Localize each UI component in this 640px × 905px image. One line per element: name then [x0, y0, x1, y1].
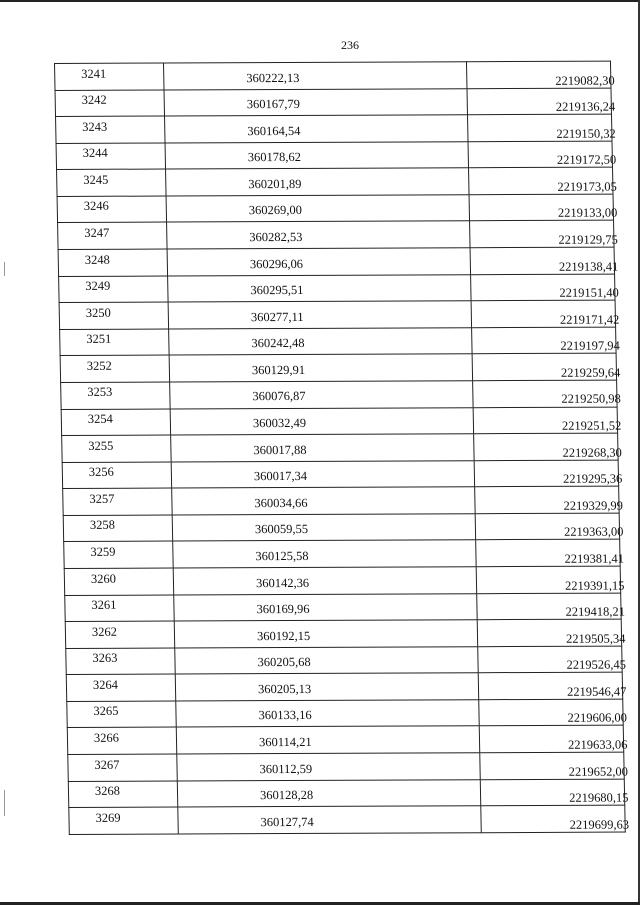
point-number-cell: 3245 [57, 169, 167, 196]
scan-top-edge [0, 0, 640, 2]
y-coordinate-cell: 2219606,00 [479, 699, 623, 726]
x-coordinate-cell: 360017,88 [171, 434, 474, 462]
point-number-cell: 3254 [61, 409, 171, 436]
table-row [61, 407, 617, 436]
x-coordinate-cell: 360169,96 [174, 593, 477, 621]
x-coordinate-cell: 360295,51 [168, 274, 471, 302]
coordinates-table-body [55, 61, 630, 834]
y-coordinate-cell: 2219391,15 [476, 566, 620, 593]
table-row [55, 61, 611, 90]
coordinates-table-wrapper [54, 61, 630, 835]
point-number-cell: 3243 [56, 116, 166, 143]
x-coordinate-cell: 360017,34 [171, 460, 474, 488]
table-row [59, 300, 615, 329]
scan-margin-mark [4, 790, 5, 816]
y-coordinate-cell: 2219136,24 [467, 88, 611, 115]
y-coordinate-cell: 2219251,52 [473, 407, 617, 434]
point-number-cell: 3255 [62, 435, 172, 462]
y-coordinate-cell: 2219171,42 [471, 300, 615, 327]
y-coordinate-cell: 2219129,75 [470, 221, 614, 248]
table-row [69, 805, 625, 834]
x-coordinate-cell: 360242,48 [169, 327, 472, 355]
x-coordinate-cell: 360222,13 [164, 62, 467, 90]
coordinates-table [54, 61, 630, 835]
point-number-cell: 3246 [57, 196, 167, 223]
table-row [63, 486, 619, 515]
table-row [60, 327, 616, 356]
y-coordinate-cell: 2219546,47 [478, 672, 622, 699]
x-coordinate-cell: 360114,21 [176, 726, 479, 754]
x-coordinate-cell: 360277,11 [168, 301, 471, 329]
table-row [55, 88, 611, 117]
table-row [67, 726, 623, 755]
point-number-cell: 3256 [62, 462, 172, 489]
x-coordinate-cell: 360192,15 [174, 620, 477, 648]
y-coordinate-cell: 2219150,32 [467, 114, 611, 141]
table-row [57, 194, 613, 223]
point-number-cell: 3265 [67, 701, 177, 728]
table-row [56, 141, 612, 170]
table-row [66, 672, 622, 701]
point-number-cell: 3257 [63, 488, 173, 515]
x-coordinate-cell: 360059,55 [172, 514, 475, 542]
y-coordinate-cell: 2219526,45 [478, 646, 622, 673]
x-coordinate-cell: 360282,53 [167, 221, 470, 249]
y-coordinate-cell: 2219329,99 [475, 486, 619, 513]
x-coordinate-cell: 360076,87 [170, 381, 473, 409]
x-coordinate-cell: 360127,74 [178, 806, 481, 834]
point-number-cell: 3268 [68, 781, 178, 808]
y-coordinate-cell: 2219082,30 [466, 61, 610, 88]
table-row [59, 274, 615, 303]
table-row [66, 646, 622, 675]
point-number-cell: 3259 [64, 541, 174, 568]
point-number-cell: 3261 [65, 595, 175, 622]
y-coordinate-cell: 2219381,41 [476, 539, 620, 566]
point-number-cell: 3253 [61, 382, 171, 409]
y-coordinate-cell: 2219197,94 [472, 327, 616, 354]
table-row [67, 699, 623, 728]
table-row [62, 433, 618, 462]
x-coordinate-cell: 360112,59 [177, 753, 480, 781]
table-row [65, 593, 621, 622]
y-coordinate-cell: 2219172,50 [468, 141, 612, 168]
x-coordinate-cell: 360034,66 [172, 487, 475, 515]
page-number: 236 [341, 38, 359, 52]
point-number-cell: 3251 [60, 329, 170, 356]
scan-margin-mark [4, 262, 5, 276]
point-number-cell: 3267 [68, 754, 178, 781]
y-coordinate-cell: 2219151,40 [471, 274, 615, 301]
x-coordinate-cell: 360128,28 [177, 779, 480, 807]
point-number-cell: 3252 [60, 355, 170, 382]
y-coordinate-cell: 2219268,30 [474, 433, 618, 460]
point-number-cell: 3269 [69, 807, 179, 834]
point-number-cell: 3266 [67, 727, 177, 754]
y-coordinate-cell: 2219295,36 [474, 460, 618, 487]
table-row [64, 566, 620, 595]
table-row [60, 353, 616, 382]
y-coordinate-cell: 2219133,00 [469, 194, 613, 221]
point-number-cell: 3258 [63, 515, 173, 542]
x-coordinate-cell: 360125,58 [173, 540, 476, 568]
x-coordinate-cell: 360269,00 [166, 195, 469, 223]
point-number-cell: 3260 [64, 568, 174, 595]
x-coordinate-cell: 360129,91 [169, 354, 472, 382]
y-coordinate-cell: 2219138,41 [470, 247, 614, 274]
x-coordinate-cell: 360296,06 [167, 248, 470, 276]
y-coordinate-cell: 2219633,06 [479, 726, 623, 753]
x-coordinate-cell: 360133,16 [176, 700, 479, 728]
x-coordinate-cell: 360142,36 [173, 567, 476, 595]
table-row [57, 167, 613, 196]
point-number-cell: 3249 [59, 276, 169, 303]
y-coordinate-cell: 2219652,00 [480, 752, 624, 779]
table-row [65, 619, 621, 648]
y-coordinate-cell: 2219259,64 [472, 353, 616, 380]
point-number-cell: 3241 [55, 63, 165, 90]
point-number-cell: 3247 [58, 222, 168, 249]
x-coordinate-cell: 360205,68 [175, 646, 478, 674]
x-coordinate-cell: 360201,89 [166, 168, 469, 196]
table-row [58, 247, 614, 276]
x-coordinate-cell: 360032,49 [170, 407, 473, 435]
y-coordinate-cell: 2219250,98 [473, 380, 617, 407]
table-row [62, 460, 618, 489]
point-number-cell: 3242 [55, 90, 165, 117]
x-coordinate-cell: 360167,79 [164, 88, 467, 116]
point-number-cell: 3244 [56, 143, 166, 170]
point-number-cell: 3262 [65, 621, 175, 648]
table-row [61, 380, 617, 409]
y-coordinate-cell: 2219505,34 [477, 619, 621, 646]
y-coordinate-cell: 2219173,05 [469, 167, 613, 194]
table-row [63, 513, 619, 542]
table-row [68, 752, 624, 781]
x-coordinate-cell: 360205,13 [175, 673, 478, 701]
y-coordinate-cell: 2219699,63 [481, 805, 626, 832]
point-number-cell: 3250 [59, 302, 169, 329]
point-number-cell: 3263 [66, 648, 176, 675]
y-coordinate-cell: 2219363,00 [475, 513, 619, 540]
x-coordinate-cell: 360164,54 [165, 115, 468, 143]
point-number-cell: 3264 [66, 674, 176, 701]
table-row [68, 779, 624, 808]
point-number-cell: 3248 [58, 249, 168, 276]
y-coordinate-cell: 2219680,15 [480, 779, 624, 806]
x-coordinate-cell: 360178,62 [165, 141, 468, 169]
table-row [58, 221, 614, 250]
y-coordinate-cell: 2219418,21 [477, 593, 621, 620]
table-row [64, 539, 620, 568]
table-row [56, 114, 612, 143]
